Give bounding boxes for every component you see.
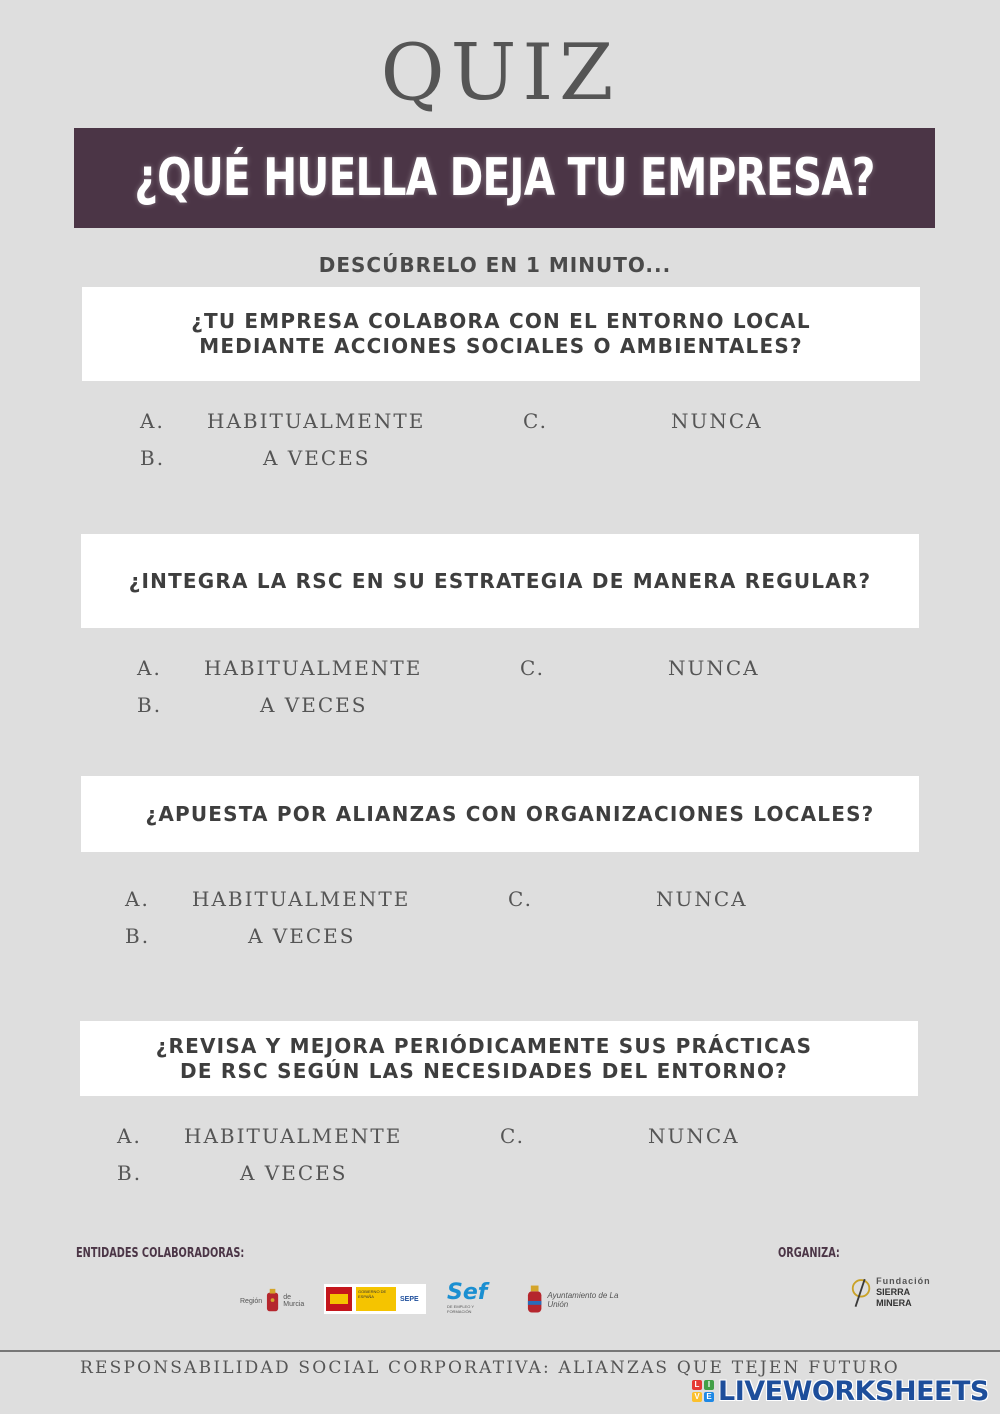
logo-text: GOBIERNO DE ESPAÑA: [356, 1287, 396, 1311]
question-text-1: ¿TU EMPRESA COLABORA CON EL ENTORNO LOCAL MEDIANTE ACCIONES SOCIALES O AMBIENTALES?: [191, 309, 811, 358]
collaborators-heading: ENTIDADES COLABORADORAS:: [76, 1246, 245, 1261]
option-c-label[interactable]: NUNCA: [648, 1124, 740, 1148]
option-a-label[interactable]: HABITUALMENTE: [204, 656, 423, 680]
question-box-4: [80, 1021, 918, 1096]
option-c-letter[interactable]: C.: [508, 887, 533, 911]
gobierno-espana-logo: [324, 1284, 426, 1314]
ayuntamiento-la-union-logo: [526, 1283, 638, 1317]
logo-letter: V: [692, 1392, 702, 1402]
option-a-label[interactable]: HABITUALMENTE: [207, 409, 426, 433]
option-b-letter[interactable]: B.: [137, 693, 163, 717]
footer-tagline: RESPONSABILIDAD SOCIAL CORPORATIVA: ALIANZAS QUE TEJEN FUTURO: [80, 1358, 900, 1378]
option-b-label[interactable]: A VECES: [260, 693, 368, 717]
liveworksheets-watermark[interactable]: [692, 1374, 989, 1408]
flag-icon: [326, 1287, 352, 1311]
option-a-letter[interactable]: A.: [140, 409, 165, 433]
question-box-1: [82, 287, 920, 381]
option-a-letter[interactable]: A.: [125, 887, 150, 911]
logo-subtext: DE EMPLEO Y FORMACIÓN: [447, 1304, 474, 1314]
footer-divider: [0, 1350, 1000, 1352]
option-b-label[interactable]: A VECES: [263, 446, 371, 470]
logo-text: Fundación: [876, 1275, 931, 1286]
option-a-label[interactable]: HABITUALMENTE: [184, 1124, 403, 1148]
region-de-murcia-logo: [240, 1286, 312, 1316]
option-c-letter[interactable]: C.: [520, 656, 545, 680]
option-c-label[interactable]: NUNCA: [656, 887, 748, 911]
logo-text: Sef: [447, 1280, 488, 1305]
option-b-label[interactable]: A VECES: [248, 924, 356, 948]
logo-text: Región: [240, 1297, 263, 1305]
option-b-letter[interactable]: B.: [125, 924, 151, 948]
option-a-label[interactable]: HABITUALMENTE: [192, 887, 411, 911]
logo-letter: I: [704, 1380, 714, 1390]
option-b-letter[interactable]: B.: [117, 1161, 143, 1185]
organizer-heading: ORGANIZA:: [778, 1246, 840, 1261]
option-b-letter[interactable]: B.: [140, 446, 166, 470]
question-text-3: ¿APUESTA POR ALIANZAS CON ORGANIZACIONES LOCALES?: [145, 801, 875, 826]
logo-subtext: SIERRA MINERA: [876, 1286, 912, 1308]
fundacion-sierra-minera-logo: [850, 1272, 942, 1312]
title-banner: [74, 128, 935, 228]
liveworksheets-logo-icon: [692, 1380, 714, 1402]
logo-letter: E: [704, 1392, 714, 1402]
question-text-2: ¿INTEGRA LA RSC EN SU ESTRATEGIA DE MANERA REGULAR?: [128, 568, 872, 593]
option-c-letter[interactable]: C.: [523, 409, 548, 433]
logo-text: de Murcia: [283, 1294, 305, 1308]
option-c-label[interactable]: NUNCA: [671, 409, 763, 433]
option-c-label[interactable]: NUNCA: [668, 656, 760, 680]
question-box-2: [81, 534, 919, 628]
crest-icon: [266, 1288, 279, 1314]
option-a-letter[interactable]: A.: [117, 1124, 142, 1148]
crest-icon: [526, 1285, 543, 1315]
subtitle: DESCÚBRELO EN 1 MINUTO...: [318, 253, 672, 277]
logo-text: SEPE: [400, 1295, 419, 1303]
sef-logo: [447, 1282, 499, 1318]
question-text-4: ¿REVISA Y MEJORA PERIÓDICAMENTE SUS PRÁCTICAS DE RSC SEGÚN LAS NECESIDADES DEL ENTORNO?: [155, 1033, 813, 1083]
option-b-label[interactable]: A VECES: [240, 1161, 348, 1185]
question-box-3: [81, 776, 919, 852]
option-c-letter[interactable]: C.: [500, 1124, 525, 1148]
liveworksheets-text: LIVEWORKSHEETS: [718, 1375, 989, 1407]
banner-title: ¿QUÉ HUELLA DEJA TU EMPRESA?: [134, 148, 875, 208]
pickaxe-icon: [850, 1274, 872, 1310]
quiz-title: QUIZ: [380, 28, 620, 118]
logo-letter: L: [692, 1380, 702, 1390]
logo-text: Ayuntamiento de La Unión: [547, 1291, 619, 1309]
option-a-letter[interactable]: A.: [137, 656, 162, 680]
